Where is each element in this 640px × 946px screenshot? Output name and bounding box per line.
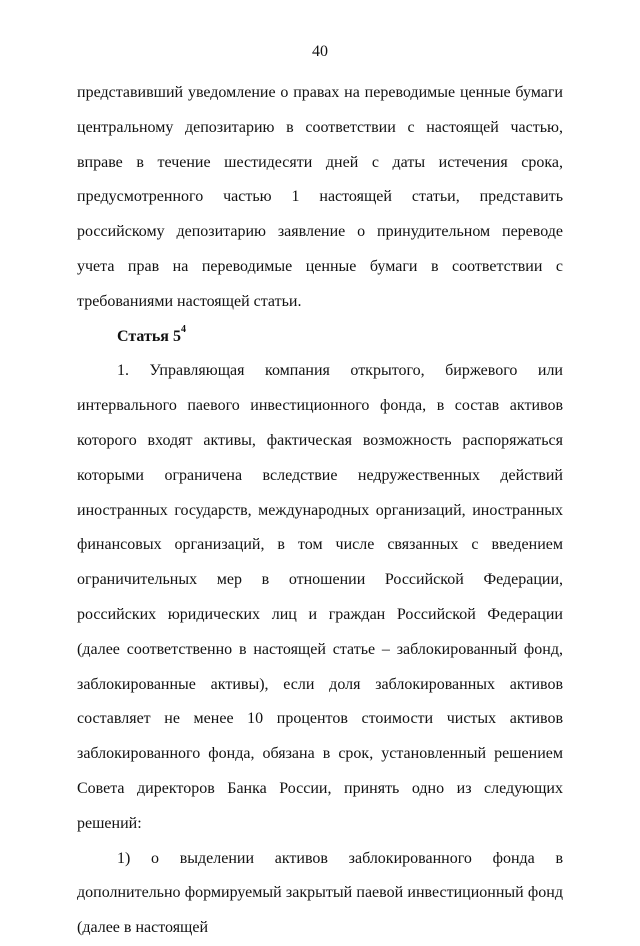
article-paragraph-1: 1. Управляющая компания открытого, биржевого или интервального паевого инвестиционного фонда, в состав активов которого входят активы, фактическая возможность распоряжаться которыми ограничена вследствие недружественных действий иностранных государств, международных организаций, иностранных финансовых организаций, в том числе связанных с введением ограничительных мер в отношении Российской Федерации, российских юридических лиц и граждан Российской Федерации (далее соответственно в настоящей статье – заблокированный фонд, заблокированные активы), если доля заблокированных активов составляет не менее 10 процентов стоимости чистых активов заблокированного фонда, обязана в срок, установленный решением Совета директоров Банка России, принять одно из следующих решений:: [77, 362, 563, 832]
continuation-paragraph: представивший уведомление о правах на переводимые ценные бумаги центральному депозитарию в соответствии с настоящей частью, вправе в течение шестидесяти дней с даты истечения срока, предусмотренного частью 1 настоящей статьи, представить российскому депозитарию заявление о принудительном переводе учета прав на переводимые ценные бумаги в соответствии с требованиями настоящей статьи.: [77, 84, 563, 310]
article-title-superscript: 4: [180, 324, 186, 336]
page-number: 40: [312, 43, 328, 60]
article-paragraph-2: 1) о выделении активов заблокированного фонда в дополнительно формируемый закрытый паевой инвестиционный фонд (далее в настоящей: [77, 849, 563, 937]
document-body: [77, 76, 563, 946]
article-title: Статья 5: [117, 327, 181, 345]
article-heading: [77, 320, 563, 355]
